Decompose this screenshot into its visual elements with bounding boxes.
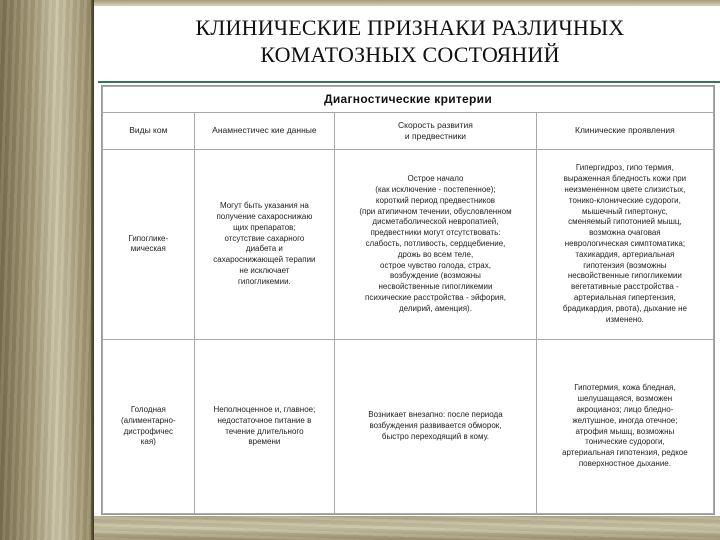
cell-clinical xyxy=(536,340,713,514)
side-strip-edge xyxy=(91,0,94,540)
cell-kind xyxy=(103,340,195,514)
column-header-kind-text: Виды ком xyxy=(129,125,168,136)
column-header-anamnesis xyxy=(194,112,335,149)
table-row xyxy=(103,340,714,514)
cell-kind xyxy=(103,149,195,339)
table-header-row xyxy=(103,112,714,149)
column-header-anamnesis-text: Анамнестичес кие данные xyxy=(212,125,317,136)
table-super-header: Диагностические критерии xyxy=(103,87,714,113)
cell-clinical xyxy=(536,149,713,339)
cell-onset-text: Острое начало (как исключение - постепенное); короткий период предвестников (при атипичном течении, обусловленном дисметаболической невропатией, предвестники могут отсутствовать: слабость, потливость, сердцебиение, дрожь во всем теле, острое чувство голода, страх, возбуждение (возможны несвойственные гипогликемии психические расстройства - эйфория, делирий, аменция). xyxy=(359,174,512,313)
cell-kind-text: Голодная (алиментарно- дистрофичес кая) xyxy=(121,404,176,447)
title-divider xyxy=(98,81,720,83)
slide-title-line-1: КЛИНИЧЕСКИЕ ПРИЗНАКИ РАЗЛИЧНЫХ xyxy=(195,15,625,40)
cell-onset xyxy=(335,149,537,339)
cell-onset-text: Возникает внезапно: после периода возбуждения развивается обморок, быстро переходящий в кому. xyxy=(368,410,503,441)
column-header-kind xyxy=(103,112,195,149)
cell-clinical-text: Гипотермия, кожа бледная, шелушащаяся, возможен акроцианоз; лицо бледно- желтушное, иногда отечное; атрофия мышц, возможны тонические судороги, артериальная гипотензия, редкое поверхностное дыхание. xyxy=(562,383,688,468)
slide-title-line-2: КОМАТОЗНЫХ СОСТОЯНИЙ xyxy=(260,42,560,67)
table-row xyxy=(103,149,714,339)
criteria-table-container xyxy=(101,85,715,515)
decorative-side-strip xyxy=(0,0,94,540)
decorative-top-strip xyxy=(94,0,720,6)
cell-onset xyxy=(335,340,537,514)
cell-clinical-text: Гипергидроз, гипо термия, выраженная бледность кожи при неизмененном цвете слизистых, тонико-клонические судороги, мышечный гипертонус, сменяемый гипотонией мышц, возможна очаговая неврологическая симптоматика; тахикардия, артериальная гипотензия (возможны несвойственные гипогликемии вегетативные расстройства - артериальная гипертензия, брадикардия, рвота), дыхание не изменено. xyxy=(562,163,687,324)
cell-anamnesis-text: Могут быть указания на получение сахароснижаю щих препаратов; отсутствие сахарного диабета и сахароснижающей терапии не исключает гипогликемии. xyxy=(213,201,316,286)
cell-anamnesis xyxy=(194,340,335,514)
cell-kind-text: Гипоглике- мическая xyxy=(128,233,169,254)
column-header-clinical-text: Клинические проявления xyxy=(575,125,675,136)
criteria-table xyxy=(102,86,714,514)
decorative-bottom-strip xyxy=(94,516,720,540)
column-header-onset-text: Скорость развития и предвестники xyxy=(398,119,473,141)
column-header-clinical xyxy=(536,112,713,149)
cell-anamnesis xyxy=(194,149,335,339)
slide-title xyxy=(120,14,700,68)
cell-anamnesis-text: Неполноценное и, главное; недостаточное питание в течение длительного времени xyxy=(213,404,316,447)
column-header-onset xyxy=(335,112,537,149)
table-super-header-row xyxy=(103,87,714,113)
